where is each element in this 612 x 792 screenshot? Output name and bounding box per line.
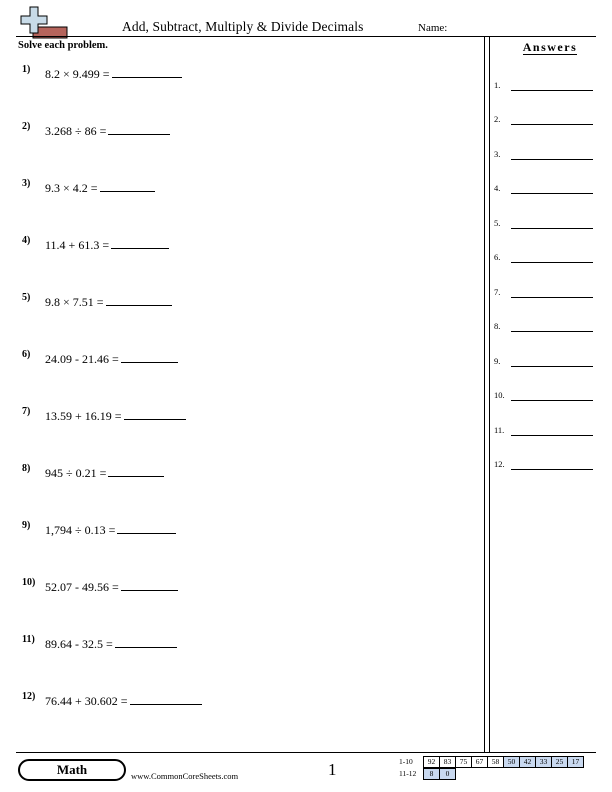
problem-text: 11.4 + 61.3 = [45, 238, 110, 252]
answer-line[interactable]: 8. [494, 321, 594, 335]
answer-line[interactable]: 6. [494, 252, 594, 266]
answer-blank[interactable] [117, 522, 176, 534]
score-cell: 8 [424, 769, 440, 780]
answer-blank[interactable] [121, 579, 178, 591]
score-cell: 75 [456, 757, 472, 768]
header-divider [16, 36, 596, 37]
answer-line[interactable]: 4. [494, 183, 594, 197]
problem-number: 9) [22, 520, 31, 531]
score-row-label: 1-10 [399, 757, 413, 766]
answer-line[interactable]: 9. [494, 356, 594, 370]
website-link[interactable]: www.CommonCoreSheets.com [131, 771, 239, 781]
score-cell: 83 [440, 757, 456, 768]
problem-number: 10) [22, 577, 36, 588]
answer-line[interactable]: 5. [494, 218, 594, 232]
problem-text: 3.268 ÷ 86 = [45, 124, 107, 138]
page-number: 1 [328, 760, 337, 779]
answer-blank[interactable] [124, 408, 186, 420]
score-cell: 92 [424, 757, 440, 768]
score-row-label: 11-12 [399, 769, 417, 778]
score-table [423, 756, 584, 768]
problem-text: 9.3 × 4.2 = [45, 181, 98, 195]
subject-badge: Math [18, 759, 126, 781]
answer-blank[interactable] [112, 66, 182, 78]
problem-number: 11) [22, 634, 35, 645]
answer-blank[interactable] [115, 636, 177, 648]
problem-number: 12) [22, 691, 36, 702]
logo-plus-icon [18, 6, 70, 40]
problem-text: 76.44 + 30.602 = [45, 694, 128, 708]
name-label: Name: [418, 22, 448, 34]
answer-blank[interactable] [106, 294, 172, 306]
column-divider [489, 36, 490, 752]
score-cell: 25 [552, 757, 568, 768]
score-cell: 58 [488, 757, 504, 768]
problem-text: 9.8 × 7.51 = [45, 295, 104, 309]
answer-line[interactable]: 7. [494, 287, 594, 301]
problem-text: 52.07 - 49.56 = [45, 580, 119, 594]
problem-number: 6) [22, 349, 31, 360]
problem-text: 8.2 × 9.499 = [45, 67, 110, 81]
column-divider [484, 36, 485, 752]
score-cell: 0 [440, 769, 456, 780]
problem-text: 1,794 ÷ 0.13 = [45, 523, 116, 537]
score-cell: 67 [472, 757, 488, 768]
problem-text: 89.64 - 32.5 = [45, 637, 113, 651]
problem-text: 24.09 - 21.46 = [45, 352, 119, 366]
answer-line[interactable]: 10. [494, 390, 594, 404]
answers-heading: Answers [522, 40, 578, 54]
problem-number: 2) [22, 121, 31, 132]
problem-number: 7) [22, 406, 31, 417]
score-cell: 33 [536, 757, 552, 768]
instructions: Solve each problem. [18, 40, 108, 51]
answer-blank[interactable] [111, 237, 169, 249]
page-title: Add, Subtract, Multiply & Divide Decimals [122, 19, 364, 34]
score-table [423, 768, 456, 780]
footer-divider [16, 752, 596, 753]
answer-line[interactable]: 11. [494, 425, 594, 439]
answer-blank[interactable] [130, 693, 202, 705]
problem-number: 8) [22, 463, 31, 474]
problem-number: 4) [22, 235, 31, 246]
answer-line[interactable]: 1. [494, 80, 594, 94]
answer-blank[interactable] [121, 351, 178, 363]
answer-blank[interactable] [108, 123, 170, 135]
score-cell: 42 [520, 757, 536, 768]
score-cell: 17 [568, 757, 584, 768]
problem-number: 1) [22, 64, 31, 75]
problem-number: 5) [22, 292, 31, 303]
answer-line[interactable]: 3. [494, 149, 594, 163]
answer-line[interactable]: 12. [494, 459, 594, 473]
score-cell: 50 [504, 757, 520, 768]
problem-number: 3) [22, 178, 31, 189]
answer-blank[interactable] [100, 180, 155, 192]
answer-blank[interactable] [108, 465, 164, 477]
problem-text: 945 ÷ 0.21 = [45, 466, 107, 480]
answer-line[interactable]: 2. [494, 114, 594, 128]
problem-text: 13.59 + 16.19 = [45, 409, 122, 423]
